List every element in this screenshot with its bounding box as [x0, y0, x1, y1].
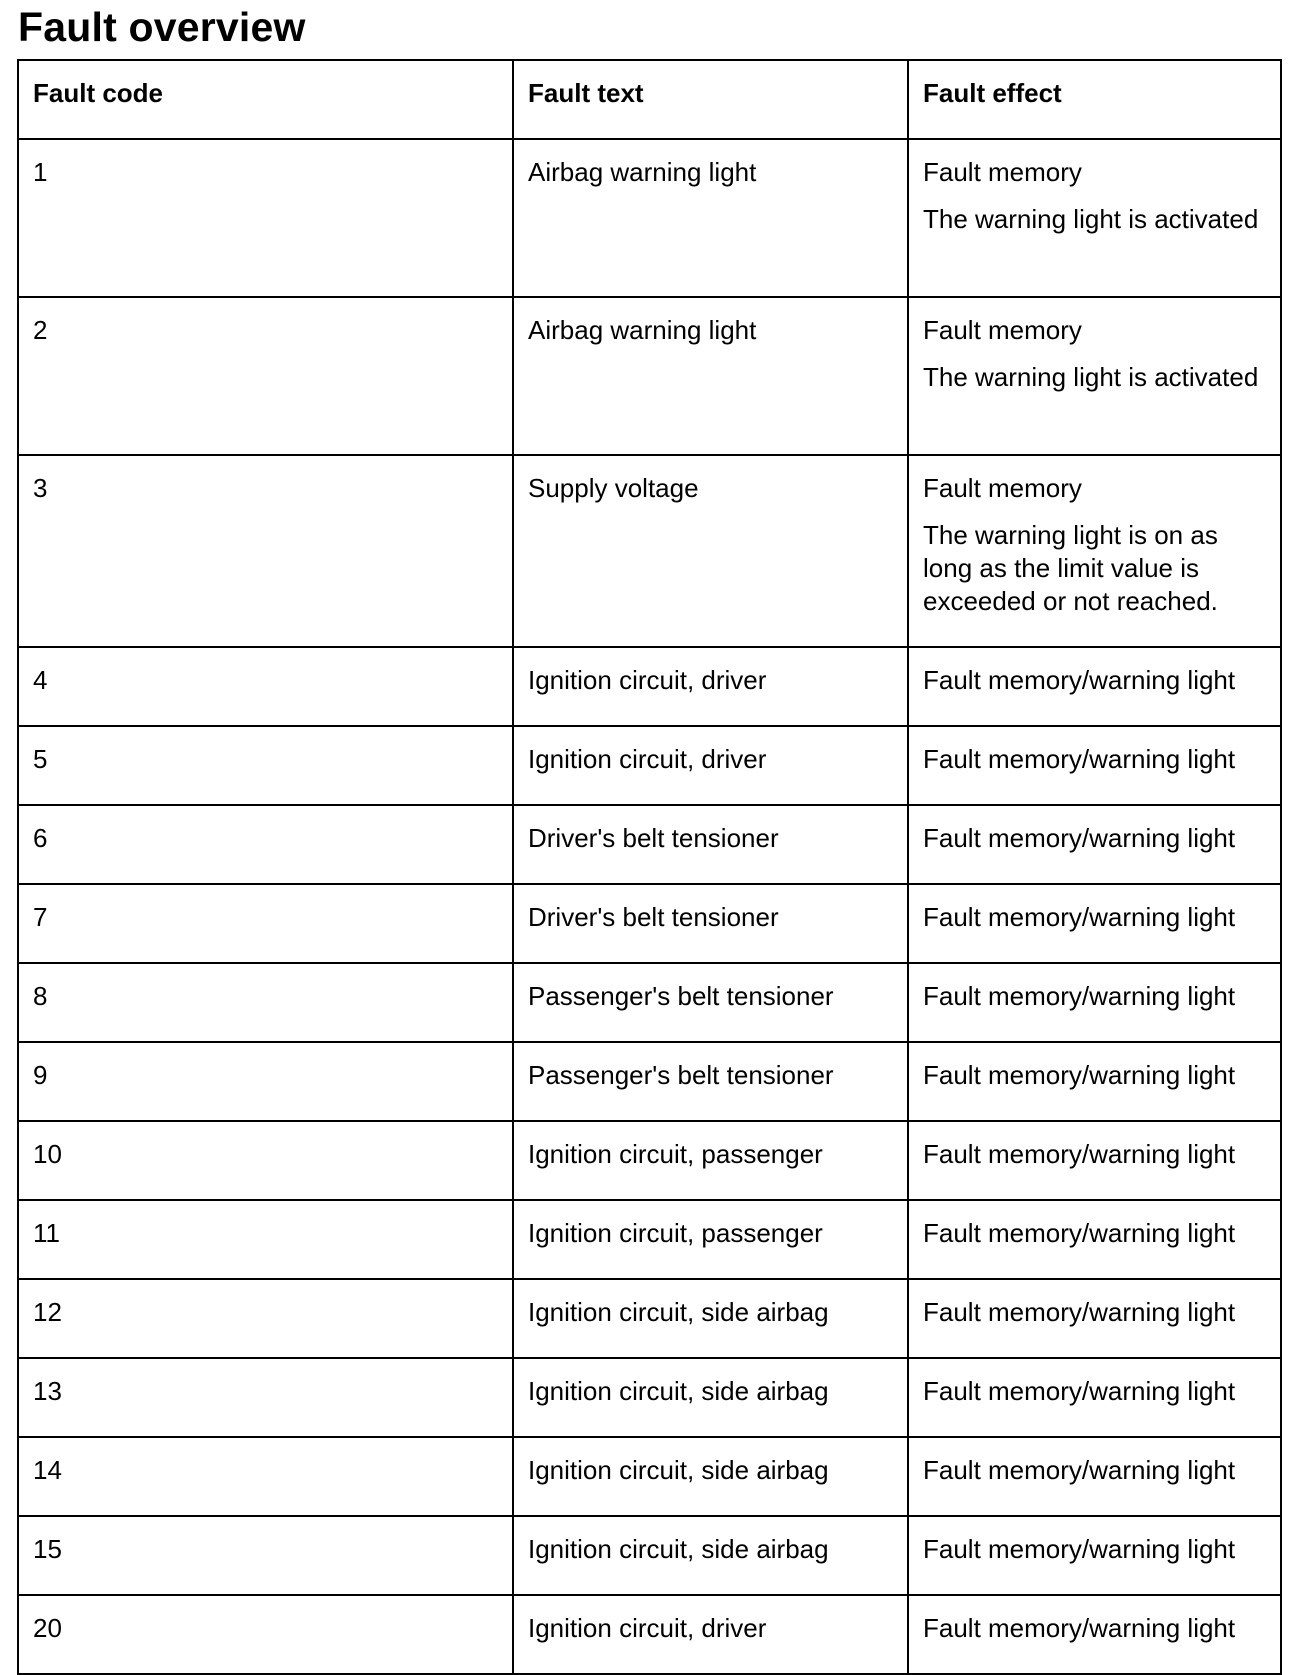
fault-code-cell: 6	[18, 805, 513, 884]
table-row	[18, 1200, 1281, 1279]
fault-effect-text: Fault memory/warning light	[923, 744, 1236, 774]
fault-code-cell: 7	[18, 884, 513, 963]
fault-text-cell: Ignition circuit, side airbag	[513, 1437, 908, 1516]
fault-effect-cell	[908, 726, 1281, 805]
fault-effect-text: Fault memory/warning light	[923, 1297, 1236, 1327]
table-row	[18, 1516, 1281, 1595]
fault-text-cell: Passenger's belt tensioner	[513, 1042, 908, 1121]
fault-code-cell: 9	[18, 1042, 513, 1121]
table-row	[18, 297, 1281, 455]
table-row	[18, 1358, 1281, 1437]
fault-code-cell: 13	[18, 1358, 513, 1437]
fault-text-cell: Ignition circuit, passenger	[513, 1200, 908, 1279]
fault-text-cell: Airbag warning light	[513, 139, 908, 297]
fault-code-cell: 11	[18, 1200, 513, 1279]
fault-effect-text: Fault memory/warning light	[923, 1218, 1236, 1248]
fault-text-cell: Airbag warning light	[513, 297, 908, 455]
fault-code-cell: 2	[18, 297, 513, 455]
fault-code-cell: 3	[18, 455, 513, 647]
fault-effect-note: The warning light is activated	[923, 362, 1259, 392]
fault-effect-cell	[908, 1279, 1281, 1358]
fault-text-cell: Driver's belt tensioner	[513, 805, 908, 884]
table-row	[18, 884, 1281, 963]
table-row	[18, 1042, 1281, 1121]
fault-text-cell: Ignition circuit, side airbag	[513, 1279, 908, 1358]
fault-text-cell: Ignition circuit, side airbag	[513, 1516, 908, 1595]
fault-code-cell: 1	[18, 139, 513, 297]
fault-effect-cell	[908, 647, 1281, 726]
fault-effect-text: Fault memory/warning light	[923, 1455, 1236, 1485]
table-row	[18, 726, 1281, 805]
fault-effect-text: Fault memory/warning light	[923, 1376, 1236, 1406]
table-row	[18, 1279, 1281, 1358]
fault-text-cell: Ignition circuit, driver	[513, 726, 908, 805]
fault-effect-text: Fault memory/warning light	[923, 902, 1236, 932]
fault-effect-cell	[908, 805, 1281, 884]
fault-effect-cell	[908, 139, 1281, 297]
fault-effect-text: Fault memory/warning light	[923, 1139, 1236, 1169]
fault-code-cell: 20	[18, 1595, 513, 1674]
fault-effect-cell	[908, 1358, 1281, 1437]
fault-effect-cell	[908, 963, 1281, 1042]
fault-code-cell: 12	[18, 1279, 513, 1358]
fault-effect-text: Fault memory/warning light	[923, 981, 1236, 1011]
fault-text-cell: Supply voltage	[513, 455, 908, 647]
table-header-row	[18, 60, 1281, 139]
column-header-fault-text: Fault text	[513, 60, 908, 139]
fault-effect-text: Fault memory/warning light	[923, 1613, 1236, 1643]
fault-code-cell: 14	[18, 1437, 513, 1516]
fault-code-cell: 10	[18, 1121, 513, 1200]
table-row	[18, 963, 1281, 1042]
fault-effect-note: The warning light is on as long as the limit value is exceeded or not reached.	[923, 520, 1218, 616]
fault-effect-text: Fault memory/warning light	[923, 1060, 1236, 1090]
fault-effect-cell	[908, 1200, 1281, 1279]
fault-text-cell: Passenger's belt tensioner	[513, 963, 908, 1042]
page-title: Fault overview	[18, 4, 306, 50]
table-row	[18, 647, 1281, 726]
table-row	[18, 139, 1281, 297]
table-row	[18, 805, 1281, 884]
fault-overview-table	[17, 59, 1282, 1675]
fault-effect-cell	[908, 1437, 1281, 1516]
fault-code-cell: 4	[18, 647, 513, 726]
fault-effect-cell	[908, 1121, 1281, 1200]
table-row	[18, 455, 1281, 647]
column-header-fault-code: Fault code	[18, 60, 513, 139]
fault-effect-text: Fault memory/warning light	[923, 1534, 1236, 1564]
fault-effect-cell	[908, 1042, 1281, 1121]
fault-code-cell: 5	[18, 726, 513, 805]
table-row	[18, 1437, 1281, 1516]
fault-text-cell: Ignition circuit, driver	[513, 647, 908, 726]
fault-effect-text: Fault memory	[923, 157, 1082, 187]
fault-text-cell: Ignition circuit, driver	[513, 1595, 908, 1674]
fault-effect-cell	[908, 455, 1281, 647]
fault-text-cell: Ignition circuit, side airbag	[513, 1358, 908, 1437]
fault-effect-note: The warning light is activated	[923, 204, 1259, 234]
fault-code-cell: 8	[18, 963, 513, 1042]
fault-effect-text: Fault memory/warning light	[923, 823, 1236, 853]
fault-effect-text: Fault memory	[923, 473, 1082, 503]
fault-code-cell: 15	[18, 1516, 513, 1595]
fault-effect-text: Fault memory/warning light	[923, 665, 1236, 695]
column-header-fault-effect: Fault effect	[908, 60, 1281, 139]
fault-effect-cell	[908, 297, 1281, 455]
fault-text-cell: Ignition circuit, passenger	[513, 1121, 908, 1200]
fault-effect-cell	[908, 1516, 1281, 1595]
fault-effect-text: Fault memory	[923, 315, 1082, 345]
fault-effect-cell	[908, 884, 1281, 963]
fault-text-cell: Driver's belt tensioner	[513, 884, 908, 963]
table-row	[18, 1121, 1281, 1200]
table-row	[18, 1595, 1281, 1674]
fault-effect-cell	[908, 1595, 1281, 1674]
